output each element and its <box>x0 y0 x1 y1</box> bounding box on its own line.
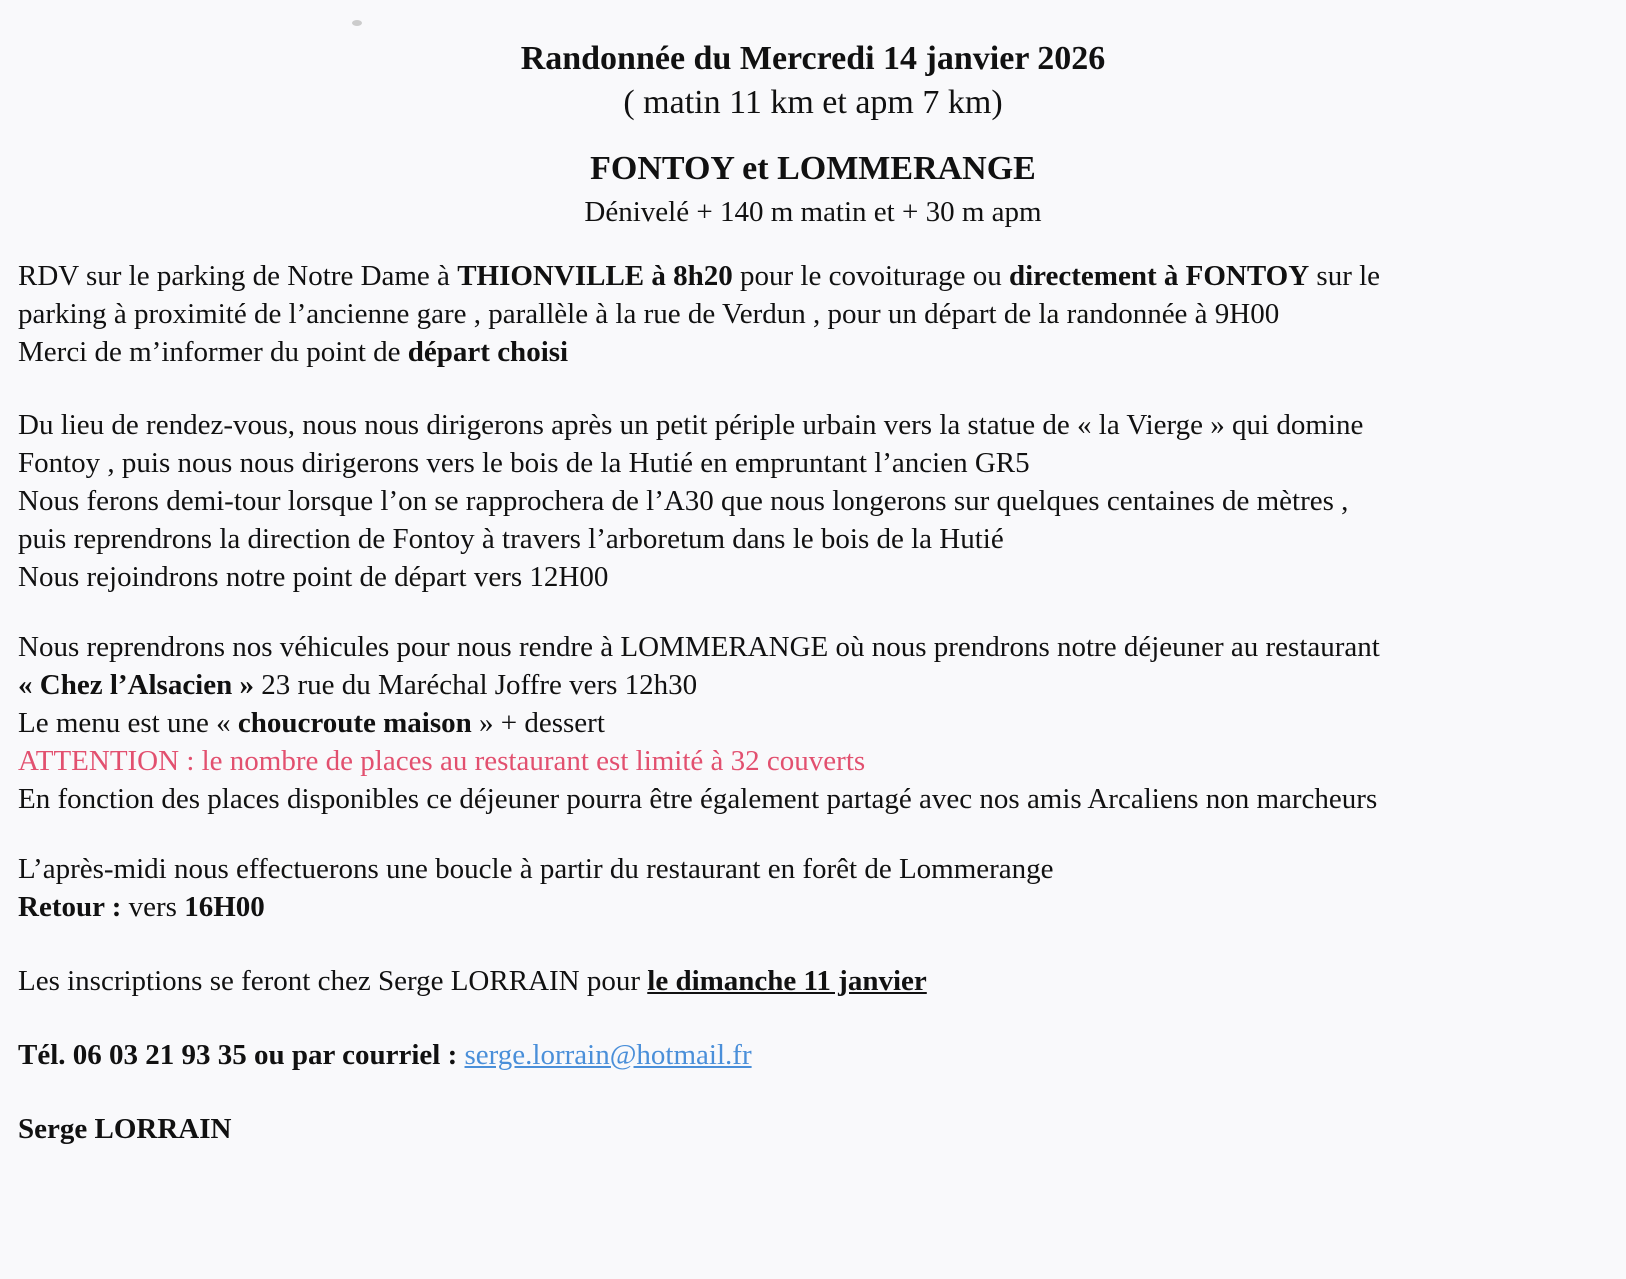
text: RDV sur le parking de Notre Dame à <box>18 260 458 292</box>
signature-line <box>18 1110 1618 1148</box>
lunch-section <box>18 628 1618 818</box>
document-title: Randonnée du Mercredi 14 janvier 2026 <box>520 40 1106 77</box>
text: Les inscriptions se feront chez Serge LORRAIN pour <box>18 965 648 997</box>
lunch-line: En fonction des places disponibles ce déjeuner pourra être également partagé avec nos amis Arcaliens non marcheurs <box>18 783 1378 815</box>
departure-choice: départ choisi <box>407 336 569 368</box>
morning-section <box>18 406 1618 596</box>
scan-speck <box>352 20 362 26</box>
text: » + dessert <box>471 707 605 739</box>
return-label: Retour : <box>18 891 122 923</box>
text: sur le <box>1309 260 1381 292</box>
contact-line <box>18 1036 1618 1074</box>
morning-line: Nous ferons demi-tour lorsque l’on se rapprochera de l’A30 que nous longerons sur quelques centaines de mètres , <box>18 485 1349 517</box>
warning-line: ATTENTION : le nombre de places au restaurant est limité à 32 couverts <box>18 745 866 777</box>
registration-deadline: le dimanche 11 janvier <box>647 965 927 997</box>
text: Merci de m’informer du point de <box>18 336 408 368</box>
menu-line <box>18 704 1618 742</box>
rdv-line-1 <box>18 257 1618 295</box>
meeting-time: THIONVILLE à 8h20 <box>457 260 733 292</box>
morning-line: puis reprendrons la direction de Fontoy à travers l’arboretum dans le bois de la Hutié <box>18 523 1004 555</box>
restaurant-line <box>18 666 1618 704</box>
places-heading: FONTOY et LOMMERANGE <box>590 150 1036 187</box>
email-link[interactable]: serge.lorrain@hotmail.fr <box>464 1039 752 1071</box>
registration-line <box>18 962 1618 1000</box>
phone-text: Tél. 06 03 21 93 35 ou par courriel : <box>18 1039 465 1071</box>
return-line <box>18 888 1618 926</box>
distances: ( matin 11 km et apm 7 km) <box>623 84 1003 121</box>
text: pour le covoiturage ou <box>732 260 1009 292</box>
direct-meeting: directement à FONTOY <box>1009 260 1310 292</box>
signature: Serge LORRAIN <box>18 1113 232 1145</box>
morning-line: Nous rejoindrons notre point de départ vers 12H00 <box>18 561 609 593</box>
rdv-line-3 <box>18 333 1618 371</box>
return-time: 16H00 <box>184 891 265 923</box>
lunch-line: Nous reprendrons nos véhicules pour nous rendre à LOMMERANGE où nous prendrons notre déjeuner au restaurant <box>18 631 1380 663</box>
text: vers <box>121 891 185 923</box>
elevation: Dénivelé + 140 m matin et + 30 m apm <box>584 196 1042 228</box>
morning-line: Fontoy , puis nous nous dirigerons vers le bois de la Hutié en empruntant l’ancien GR5 <box>18 447 1030 479</box>
text: Le menu est une « <box>18 707 238 739</box>
afternoon-section <box>18 850 1618 926</box>
contact-section <box>18 1036 1618 1074</box>
morning-line: Du lieu de rendez-vous, nous nous dirigerons après un petit périple urbain vers la statue de « la Vierge » qui domine <box>18 409 1364 441</box>
restaurant-name: « Chez l’Alsacien » <box>18 669 254 701</box>
menu-dish: choucroute maison <box>237 707 472 739</box>
afternoon-line: L’après-midi nous effectuerons une boucle à partir du restaurant en forêt de Lommerange <box>18 853 1054 885</box>
rdv-line-2: parking à proximité de l’ancienne gare , parallèle à la rue de Verdun , pour un départ de la randonnée à 9H00 <box>18 298 1280 330</box>
rdv-section <box>18 257 1618 371</box>
registration-section <box>18 962 1618 1000</box>
signature-section <box>18 1110 1618 1148</box>
text: 23 rue du Maréchal Joffre vers 12h30 <box>254 669 698 701</box>
